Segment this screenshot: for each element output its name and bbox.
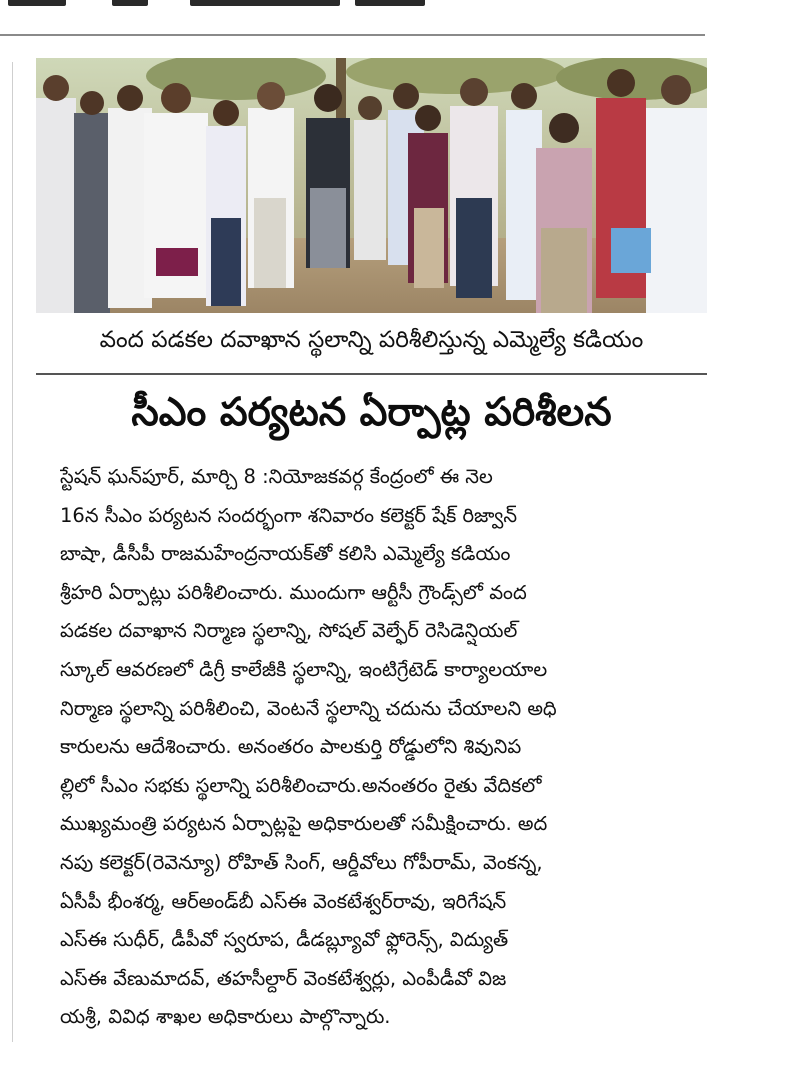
article-line: కారులను ఆదేశించారు. అనంతరం పాలకుర్తి రోడ్డులోని శివునిప [60,735,522,759]
article-line: శ్రీహరి ఏర్పాట్లు పరిశీలించారు. ముందుగా ఆర్టీసీ గ్రౌండ్స్‌లో వంద [60,580,527,604]
article-line: నపు కలెక్టర్(రెవెన్యూ) రోహిత్ సింగ్, ఆర్డీవోలు గోపీరామ్, వెంకన్న, [60,850,543,874]
article-line: ఎస్ఈ సుధీర్, డీపీవో స్వరూప, డీడబ్ల్యూవో ఫ్లోరెన్స్, విద్యుత్ [60,928,509,952]
caption-divider [36,373,707,375]
cropped-header-strip [0,0,800,16]
article-line: ల్లిలో సీఎం సభకు స్థలాన్ని పరిశీలించారు.అనంతరం రైతు వేదికలో [60,773,542,797]
article-headline: సీఎం పర్యటన ఏర్పాట్ల పరిశీలన [131,390,612,435]
column-rule [12,62,13,1042]
cropped-text-fragment [8,0,66,6]
article-line: బాషా, డీసీపీ రాజమహేంద్రనాయక్‌తో కలిసి ఎమ్మెల్యే కడియం [60,542,511,566]
news-photo [36,58,707,313]
top-divider [0,34,705,36]
article-line: యశ్రీ, వివిధ శాఖల అధికారులు పాల్గొన్నారు. [60,1005,391,1029]
article-line: ఎస్ఈ వేణుమాదవ్, తహసీల్దార్ వెంకటేశ్వర్లు, ఎంపీడీవో విజ [60,966,507,990]
article-line: ముఖ్యమంత్రి పర్యటన ఏర్పాట్లపై అధికారులతో సమీక్షించారు. అద [60,812,548,836]
article-line: ఏసీపీ భీంశర్మ, ఆర్‌అండ్‌బీ ఎస్ఈ వెంకటేశ్వర్‌రావు, ఇరిగేషన్ [60,889,507,913]
article-line: స్కూల్ ఆవరణలో డిగ్రీ కాలేజీకి స్థలాన్ని, ఇంటిగ్రేటెడ్ కార్యాలయాల [60,657,548,681]
article-line: పడకల దవాఖాన నిర్మాణ స్థలాన్ని, సోషల్ వెల్ఫేర్ రెసిడెన్షియల్ [60,619,518,643]
cropped-text-fragment [112,0,148,6]
cropped-text-fragment [190,0,340,6]
photo-caption: వంద పడకల దవాఖాన స్థలాన్ని పరిశీలిస్తున్న ఎమ్మెల్యే కడియం [99,327,644,353]
article-body [60,458,712,1037]
article-line: 16న సీఎం పర్యటన సందర్భంగా శనివారం కలెక్టర్ షేక్ రిజ్వాన్ [60,503,518,527]
article-line: నిర్మాణ స్థలాన్ని పరిశీలించి, వెంటనే స్థలాన్ని చదును చేయాలని అధి [60,696,557,720]
cropped-text-fragment [355,0,425,6]
article-line: స్టేషన్ ఘన్‌పూర్, మార్చి 8 :నియోజకవర్గ కేంద్రంలో ఈ నెల [60,465,493,488]
